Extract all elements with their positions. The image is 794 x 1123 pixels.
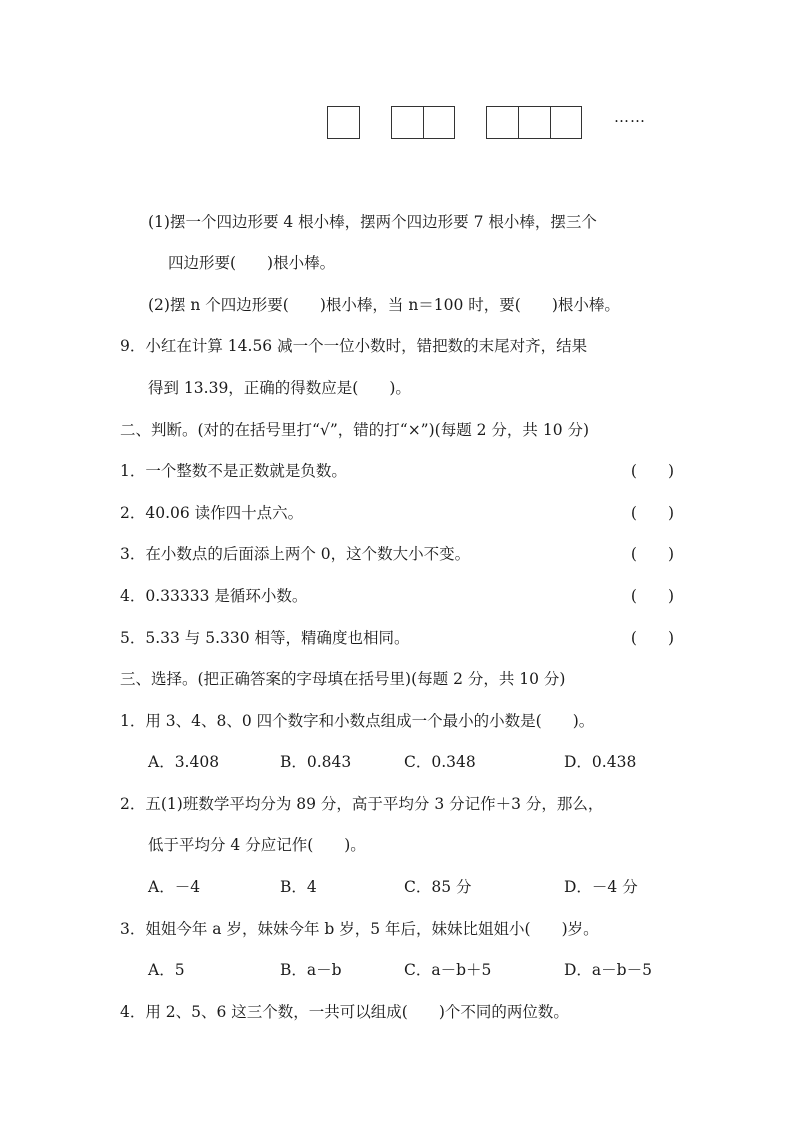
judge-bracket-1[interactable]: ( ) [630,462,674,480]
choice-q2-option-b[interactable]: B．4 [280,878,317,896]
figure-three-squares [486,106,582,139]
choice-q2-stem-line2: 低于平均分 4 分应记作( )。 [148,836,366,854]
judge-item-2: 2．40.06 读作四十点六。 [120,504,304,522]
choice-q3-option-a[interactable]: A．5 [148,961,185,979]
q8-part2: (2)摆 n 个四边形要( )根小棒，当 n＝100 时，要( )根小棒。 [148,296,620,314]
figure-one-square [327,106,360,139]
choice-q2-option-a[interactable]: A．－4 [148,878,201,896]
choice-q4-stem: 4．用 2、5、6 这三个数，一共可以组成( )个不同的两位数。 [120,1003,569,1021]
section2-title: 二、判断。(对的在括号里打“√”，错的打“×”)(每题 2 分，共 10 分) [120,421,590,439]
choice-q1-option-b[interactable]: B．0.843 [280,753,352,771]
judge-item-3: 3．在小数点的后面添上两个 0，这个数大小不变。 [120,545,471,563]
judge-bracket-2[interactable]: ( ) [630,504,674,522]
q8-part1-line1: (1)摆一个四边形要 4 根小棒，摆两个四边形要 7 根小棒，摆三个 [148,213,597,231]
figure-two-squares [391,106,455,139]
q9-line1: 9．小红在计算 14.56 减一个一位小数时，错把数的末尾对齐，结果 [120,337,588,355]
choice-q3-option-d[interactable]: D．a－b－5 [564,961,652,979]
section3-title: 三、选择。(把正确答案的字母填在括号里)(每题 2 分，共 10 分) [120,670,566,688]
choice-q2-stem-line1: 2．五(1)班数学平均分为 89 分，高于平均分 3 分记作＋3 分，那么， [120,795,604,813]
choice-q1-option-d[interactable]: D．0.438 [564,753,637,771]
choice-q1-stem: 1．用 3、4、8、0 四个数字和小数点组成一个最小的小数是( )。 [120,712,595,730]
choice-q1-option-c[interactable]: C．0.348 [404,753,476,771]
choice-q2-option-c[interactable]: C．85 分 [404,878,472,896]
judge-item-1: 1．一个整数不是正数就是负数。 [120,462,347,480]
judge-bracket-5[interactable]: ( ) [630,629,674,647]
q9-line2: 得到 13.39，正确的得数应是( )。 [148,379,411,397]
choice-q3-option-c[interactable]: C．a－b＋5 [404,961,492,979]
judge-item-4: 4．0.33333 是循环小数。 [120,587,308,605]
judge-bracket-4[interactable]: ( ) [630,587,674,605]
choice-q1-option-a[interactable]: A．3.408 [148,753,220,771]
q8-part1-line2: 四边形要( )根小棒。 [168,254,336,272]
figure-ellipsis: …… [614,108,646,126]
choice-q3-option-b[interactable]: B．a－b [280,961,342,979]
judge-bracket-3[interactable]: ( ) [630,545,674,563]
choice-q2-option-d[interactable]: D．－4 分 [564,878,638,896]
choice-q3-stem: 3．姐姐今年 a 岁，妹妹今年 b 岁，5 年后，妹妹比姐姐小( )岁。 [120,920,599,938]
judge-item-5: 5．5.33 与 5.330 相等，精确度也相同。 [120,629,410,647]
